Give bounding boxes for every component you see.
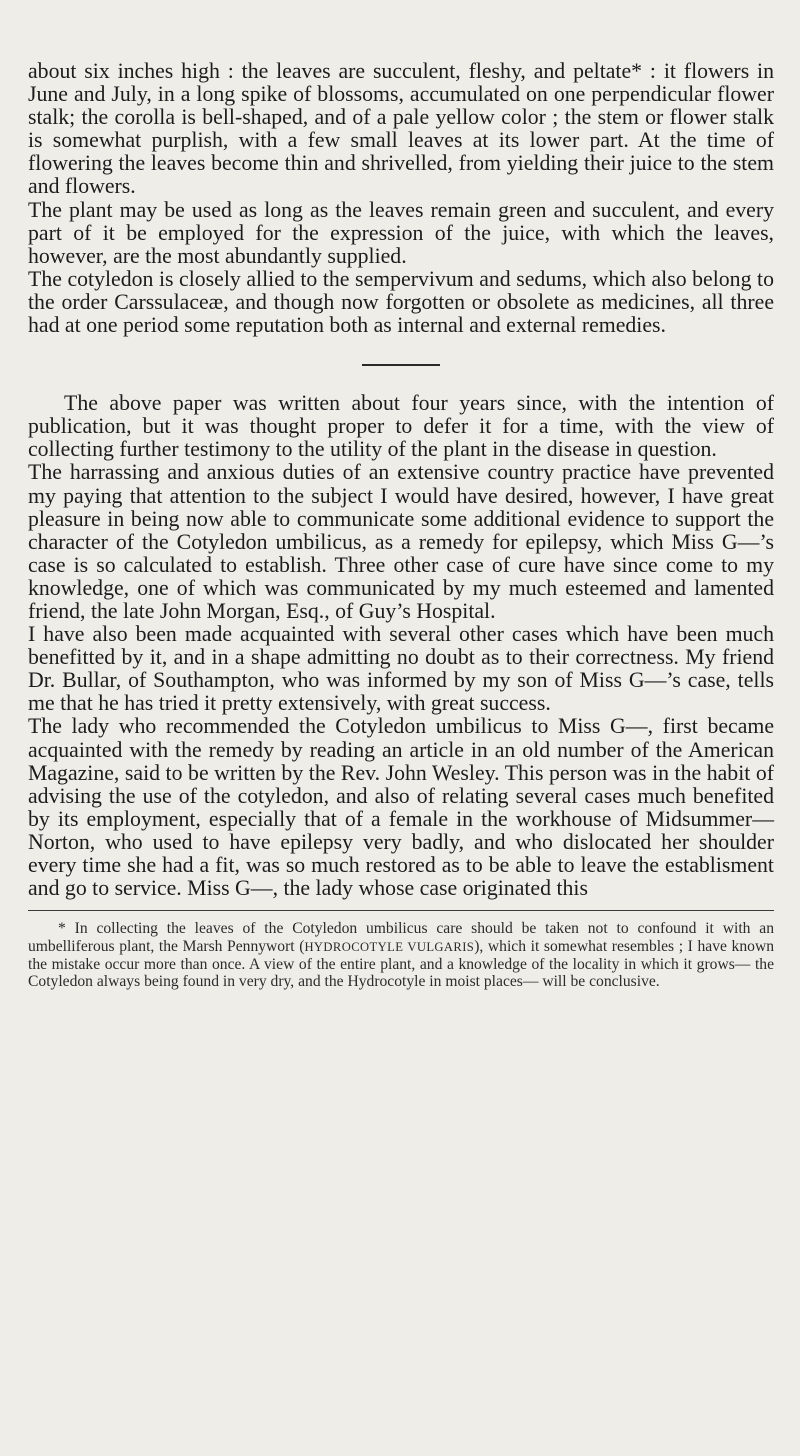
footnote-text-start: * In collecting the leaves of the Cotyledon umbilicus care should be taken not to confound it with an umbelliferous plant, the Marsh Pennywort ( [28,920,774,955]
paragraph-5: The harrassing and anxious duties of an extensive country practice have prevented my paying that attention to the subject I would have desired, however, I have great pleasure in being now able to communicate some additional evidence to support the character of the Cotyledon umbilicus, as a remedy for epilepsy, which Miss G—’s case is so calculated to establish. Three other case of cure have since come to my knowledge, one of which was communicated by my much esteemed and lamented friend, the late John Morgan, Esq., of Guy’s Hospital. [28,460,774,623]
section-divider [362,364,440,366]
paragraph-7: The lady who recommended the Cotyledon umbilicus to Miss G—, first became acquainted with the remedy by reading an article in an old number of the American Magazine, said to be written by the Rev. John Wesley. This person was in the habit of advising the use of the cotyledon, and also of relating several cases much benefited by its employment, especially that of a female in the workhouse of Midsummer—Norton, who used to have epilepsy very badly, and who dislocated her shoulder every time she had a fit, was so much restored as to be able to leave the establisment and go to service. Miss G—, the lady whose case originated this [28,714,774,901]
footnote [28,920,774,991]
paragraph-3: The cotyledon is closely allied to the sempervivum and sedums, which also belong to the order Carssulaceæ, and though now forgotten or obsolete as medicines, all three had at one period some reputation both as internal and external remedies. [28,266,774,338]
footnote-text-end: ), which it somewhat resembles ; I have known the mistake occur more than once. A view of the entire plant, and a knowledge of the locality in which it grows— the Cotyledon always being found in very dry, and the Hydrocotyle in moist places— will be conclusive. [28,937,774,991]
paragraph-6: I have also been made acquainted with several other cases which have been much benefitted by it, and in a shape admitting no doubt as to their correctness. My friend Dr. Bullar, of Southampton, who was informed by my son of Miss G—’s case, tells me that he has tried it pretty extensively, with great success. [28,622,774,716]
paragraph-4: The above paper was written about four years since, with the intention of publication, but it was thought proper to defer it for a time, with the view of collecting further testimony to the utility of the plant in the disease in question. [28,391,774,462]
footnote-species-name: HYDROCOTYLE VULGARIS [304,939,475,954]
footnote-divider [28,910,774,911]
paragraph-2: The plant may be used as long as the leaves remain green and succulent, and every part of it be employed for the expression of the juice, with which the leaves, however, are the most abundantly supplied. [28,197,774,268]
paragraph-1: about six inches high : the leaves are succulent, fleshy, and peltate* : it flowers in June and July, in a long spike of blossoms, accumulated on one perpendicular flower stalk; the corolla is bell-shaped, and of a pale yellow color ; the stem or flower stalk is somewhat purplish, with a few small leaves at its lower part. At the time of flowering the leaves become thin and shrivelled, from yielding their juice to the stem and flowers. [28,59,774,199]
main-text [28,60,774,900]
